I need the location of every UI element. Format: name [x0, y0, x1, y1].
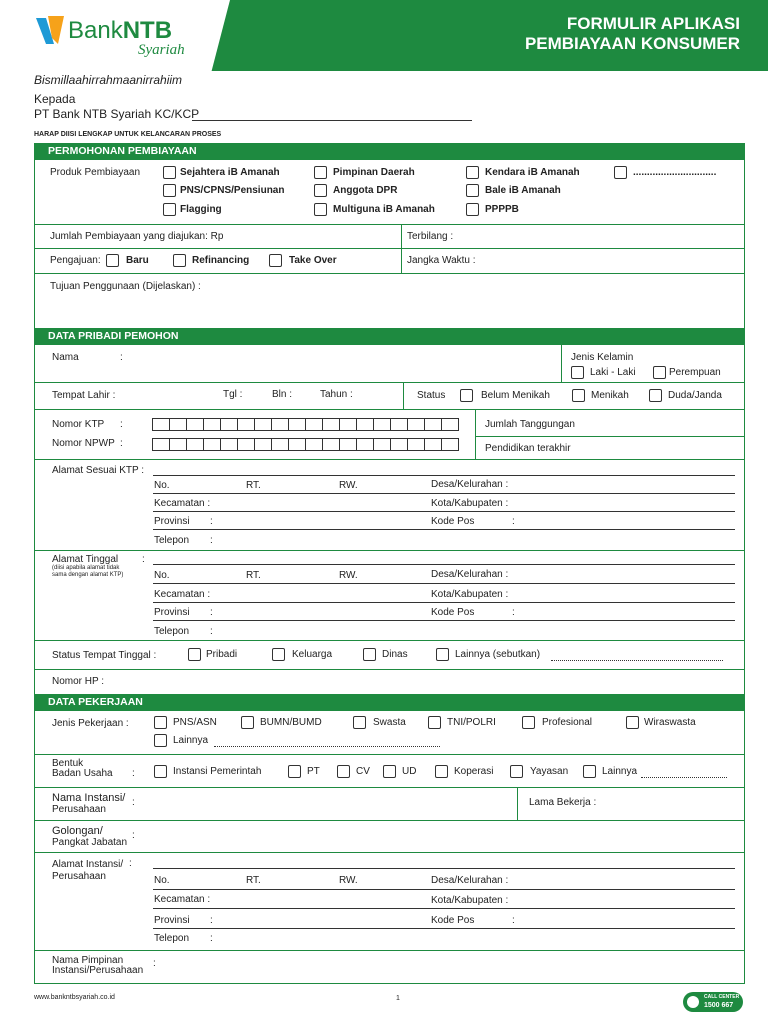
bentuk-label-2: Badan Usaha [52, 768, 113, 779]
cb-laki[interactable] [571, 366, 584, 379]
pimpinan-1: Nama Pimpinan [52, 955, 124, 966]
digit-cell[interactable] [357, 438, 374, 451]
opt-tni: TNI/POLRI [447, 717, 496, 728]
logo-syariah: Syariah [138, 42, 185, 58]
pribadi-box [34, 344, 745, 695]
inst-provinsi: Provinsi [154, 915, 190, 926]
alamat-note: (diisi apabila alamat tidak sama dengan alamat KTP) [52, 565, 124, 578]
inst-telepon: Telepon [154, 933, 190, 944]
tinggal-provinsi-colon: : [210, 607, 213, 618]
lama-bekerja-label[interactable]: Lama Bekerja : [529, 797, 597, 808]
opt-wiraswasta: Wiraswasta [644, 717, 696, 728]
ktp-telepon: Telepon [154, 535, 190, 546]
opt-belum-menikah: Belum Menikah [481, 390, 550, 401]
opt-multiguna: Multiguna iB Amanah [333, 204, 435, 215]
ktp-label: Nomor KTP [52, 419, 105, 430]
pimpinan-colon[interactable]: : [153, 958, 156, 969]
pengajuan-label: Pengajuan: [50, 255, 101, 266]
nama-label[interactable]: Nama [52, 352, 79, 363]
section-data-pekerjaan: DATA PEKERJAAN [34, 694, 745, 710]
npwp-input-boxes[interactable] [152, 438, 458, 451]
harap-note: HARAP DIISI LENGKAP UNTUK KELANCARAN PROSES [34, 131, 222, 138]
ktp-rw: RW. [339, 480, 358, 491]
cb-lainnya-tinggal[interactable] [436, 648, 449, 661]
cb-flagging[interactable] [163, 203, 176, 216]
cb-bale[interactable] [466, 184, 479, 197]
cb-instansi-pemerintah[interactable] [154, 765, 167, 778]
tinggal-rt: RT. [246, 570, 261, 581]
digit-cell[interactable] [187, 438, 204, 451]
opt-duda: Duda/Janda [668, 390, 722, 401]
digit-cell[interactable] [153, 438, 170, 451]
form-title-2: PEMBIAYAAN KONSUMER [524, 34, 740, 53]
tinggal-kecamatan: Kecamatan : [154, 589, 211, 600]
footer-url[interactable]: www.bankntbsyariah.co.id [34, 994, 115, 1001]
opt-kendara: Kendara iB Amanah [485, 167, 580, 178]
nama-instansi-1: Nama Instansi/ [52, 792, 126, 804]
opt-keluarga: Keluarga [292, 649, 333, 660]
digit-cell[interactable] [272, 438, 289, 451]
ktp-kota: Kota/Kabupaten : [431, 498, 509, 509]
cb-dpr[interactable] [314, 184, 327, 197]
digit-cell[interactable] [272, 418, 289, 431]
tgl-label[interactable]: Tgl : [223, 389, 243, 400]
opt-lainnya-pekerjaan: Lainnya [173, 735, 209, 746]
opt-lainnya-tinggal: Lainnya (sebutkan) [455, 649, 541, 660]
cb-refinancing[interactable] [173, 254, 186, 267]
npwp-colon: : [120, 438, 123, 449]
page-number: 1 [396, 995, 400, 1002]
lainnya-pekerjaan-line[interactable] [214, 746, 440, 747]
nama-instansi-2: Perusahaan [52, 804, 106, 815]
produk-label: Produk Pembiayaan [50, 167, 141, 178]
cb-belum-menikah[interactable] [460, 389, 473, 402]
jangka-label[interactable]: Jangka Waktu : [407, 255, 476, 266]
status-tinggal-label: Status Tempat Tinggal : [52, 650, 157, 661]
cb-dinas[interactable] [363, 648, 376, 661]
bank-logo-icon [34, 14, 66, 48]
opt-other-product[interactable]: .............................. [633, 167, 717, 178]
digit-cell[interactable] [204, 438, 221, 451]
ktp-kecamatan: Kecamatan : [154, 498, 211, 509]
inst-rt: RT. [246, 875, 261, 886]
tinggal-kodepos: Kode Pos [431, 607, 475, 618]
tinggal-no: No. [154, 570, 170, 581]
digit-cell[interactable] [442, 418, 459, 431]
alamat-ktp-line[interactable] [153, 475, 735, 476]
golongan-colon[interactable]: : [132, 830, 135, 841]
nama-instansi-colon[interactable]: : [132, 797, 135, 808]
pekerjaan-box [34, 710, 745, 984]
cb-ud[interactable] [383, 765, 396, 778]
digit-cell[interactable] [255, 438, 272, 451]
alamat-tinggal-colon: : [142, 554, 145, 565]
digit-cell[interactable] [238, 418, 255, 431]
logo-text: BankNTB [68, 17, 173, 44]
opt-baru: Baru [126, 255, 149, 266]
inst-provinsi-colon: : [210, 915, 213, 926]
cb-menikah[interactable] [572, 389, 585, 402]
opt-profesional: Profesional [542, 717, 593, 728]
tujuan-label[interactable]: Tujuan Penggunaan (Dijelaskan) : [50, 281, 201, 292]
golongan-2: Pangkat Jabatan [52, 837, 128, 848]
branch-input-line[interactable] [192, 120, 472, 121]
digit-cell[interactable] [425, 418, 442, 431]
opt-instansi-pemerintah: Instansi Pemerintah [173, 766, 262, 777]
cb-perempuan[interactable] [653, 366, 666, 379]
digit-cell[interactable] [408, 418, 425, 431]
inst-telepon-colon: : [210, 933, 213, 944]
digit-cell[interactable] [306, 418, 323, 431]
opt-lainnya-bentuk: Lainnya [602, 766, 638, 777]
opt-takeover: Take Over [289, 255, 337, 266]
inst-no: No. [154, 875, 170, 886]
digit-cell[interactable] [391, 418, 408, 431]
digit-cell[interactable] [391, 438, 408, 451]
cb-koperasi[interactable] [435, 765, 448, 778]
opt-perempuan: Perempuan [669, 367, 721, 378]
cb-wiraswasta[interactable] [626, 716, 639, 729]
cb-tni[interactable] [428, 716, 441, 729]
cb-keluarga[interactable] [272, 648, 285, 661]
tinggal-rw: RW. [339, 570, 358, 581]
digit-cell[interactable] [170, 418, 187, 431]
nomor-hp-label[interactable]: Nomor HP : [52, 676, 105, 687]
digit-cell[interactable] [340, 418, 357, 431]
jk-label: Jenis Kelamin [571, 352, 634, 363]
cb-baru[interactable] [106, 254, 119, 267]
digit-cell[interactable] [238, 438, 255, 451]
ktp-rt: RT. [246, 480, 261, 491]
cb-profesional[interactable] [522, 716, 535, 729]
opt-sejahtera: Sejahtera iB Amanah [180, 167, 280, 178]
opt-bumn: BUMN/BUMD [260, 717, 322, 728]
cb-cv[interactable] [337, 765, 350, 778]
tinggal-kota: Kota/Kabupaten : [431, 589, 509, 600]
opt-laki: Laki - Laki [590, 367, 636, 378]
opt-yayasan: Yayasan [530, 766, 569, 777]
opt-dinas: Dinas [382, 649, 408, 660]
opt-pribadi: Pribadi [206, 649, 238, 660]
opt-koperasi: Koperasi [454, 766, 494, 777]
digit-cell[interactable] [442, 438, 459, 451]
phone-icon [687, 996, 699, 1008]
form-title-1: FORMULIR APLIKASI [566, 14, 740, 33]
opt-pns: PNS/CPNS/Pensiunan [180, 185, 285, 196]
opt-dpr: Anggota DPR [333, 185, 398, 196]
alamat-instansi-colon: : [129, 858, 132, 869]
digit-cell[interactable] [221, 418, 238, 431]
inst-kodepos-colon: : [512, 915, 515, 926]
kepada-label: Kepada [34, 92, 76, 106]
digit-cell[interactable] [323, 418, 340, 431]
cb-lainnya-pekerjaan[interactable] [154, 734, 167, 747]
digit-cell[interactable] [306, 438, 323, 451]
jumlah-label[interactable]: Jumlah Pembiayaan yang diajukan: Rp [50, 231, 224, 242]
nama-colon: : [120, 352, 123, 363]
digit-cell[interactable] [374, 438, 391, 451]
digit-cell[interactable] [170, 438, 187, 451]
digit-cell[interactable] [289, 418, 306, 431]
alamat-instansi-line[interactable] [153, 868, 735, 869]
tinggal-kodepos-colon: : [512, 607, 515, 618]
bln-label[interactable]: Bln : [272, 389, 293, 400]
opt-pimpinan: Pimpinan Daerah [333, 167, 415, 178]
cb-duda[interactable] [649, 389, 662, 402]
ktp-input-boxes[interactable] [152, 418, 458, 431]
cb-other-product[interactable] [614, 166, 627, 179]
opt-flagging: Flagging [180, 204, 222, 215]
npwp-label: Nomor NPWP [52, 438, 115, 449]
pendidikan-label[interactable]: Pendidikan terakhir [485, 443, 571, 454]
terbilang-label[interactable]: Terbilang : [407, 231, 454, 242]
tempat-lahir-label[interactable]: Tempat Lahir : [52, 390, 116, 401]
pimpinan-2: Instansi/Perusahaan [52, 965, 144, 976]
cb-pns[interactable] [163, 184, 176, 197]
ktp-kodepos: Kode Pos [431, 516, 475, 527]
digit-cell[interactable] [323, 438, 340, 451]
opt-pt: PT [307, 766, 320, 777]
lainnya-bentuk-line[interactable] [641, 777, 727, 778]
opt-cv: CV [356, 766, 370, 777]
status-label: Status [417, 390, 446, 401]
call-center-phone: 1500 667 [704, 1002, 734, 1009]
lainnya-tinggal-line[interactable] [551, 660, 723, 661]
bentuk-label-1: Bentuk [52, 758, 84, 769]
cb-lainnya-bentuk[interactable] [583, 765, 596, 778]
bismillah: Bismillaahirrahmaanirrahiim [34, 73, 183, 87]
alamat-tinggal-label: Alamat Tinggal [52, 554, 119, 565]
cb-ppppb[interactable] [466, 203, 479, 216]
opt-swasta: Swasta [373, 717, 406, 728]
tinggal-provinsi: Provinsi [154, 607, 190, 618]
tahun-label[interactable]: Tahun : [320, 389, 353, 400]
opt-pns-asn: PNS/ASN [173, 717, 217, 728]
digit-cell[interactable] [357, 418, 374, 431]
digit-cell[interactable] [374, 418, 391, 431]
opt-ud: UD [402, 766, 417, 777]
ktp-provinsi: Provinsi [154, 516, 190, 527]
opt-ppppb: PPPPB [485, 204, 519, 215]
cb-pribadi[interactable] [188, 648, 201, 661]
section-permohonan: PERMOHONAN PEMBIAYAAN [34, 143, 745, 159]
digit-cell[interactable] [425, 438, 442, 451]
digit-cell[interactable] [221, 438, 238, 451]
ktp-kodepos-colon: : [512, 516, 515, 527]
bentuk-colon: : [132, 768, 135, 779]
cb-takeover[interactable] [269, 254, 282, 267]
digit-cell[interactable] [289, 438, 306, 451]
cb-swasta[interactable] [353, 716, 366, 729]
alamat-ktp-label: Alamat Sesuai KTP : [52, 465, 145, 476]
golongan-1: Golongan/ [52, 825, 103, 837]
inst-kecamatan: Kecamatan : [154, 894, 211, 905]
opt-bale: Bale iB Amanah [485, 185, 561, 196]
opt-refinancing: Refinancing [192, 255, 250, 266]
inst-kota: Kota/Kabupaten : [431, 895, 509, 906]
tinggal-telepon-colon: : [210, 626, 213, 637]
ktp-no: No. [154, 480, 170, 491]
cb-yayasan[interactable] [510, 765, 523, 778]
tinggal-telepon: Telepon [154, 626, 190, 637]
alamat-instansi-1: Alamat Instansi/ [52, 859, 124, 870]
alamat-instansi-2: Perusahaan [52, 871, 106, 882]
bank-branch-label: PT Bank NTB Syariah KC/KCP [34, 107, 200, 121]
cb-pimpinan[interactable] [314, 166, 327, 179]
ktp-desa: Desa/Kelurahan : [431, 479, 509, 490]
alamat-tinggal-line[interactable] [153, 564, 735, 565]
tinggal-desa: Desa/Kelurahan : [431, 569, 509, 580]
digit-cell[interactable] [340, 438, 357, 451]
cb-multiguna[interactable] [314, 203, 327, 216]
cb-kendara[interactable] [466, 166, 479, 179]
opt-menikah: Menikah [591, 390, 629, 401]
ktp-colon: : [120, 419, 123, 430]
inst-desa: Desa/Kelurahan : [431, 875, 509, 886]
tanggungan-label[interactable]: Jumlah Tanggungan [485, 419, 575, 430]
call-center-label: CALL CENTER [704, 994, 740, 1000]
inst-rw: RW. [339, 875, 358, 886]
ktp-provinsi-colon: : [210, 516, 213, 527]
section-data-pribadi: DATA PRIBADI PEMOHON [34, 328, 745, 344]
digit-cell[interactable] [204, 418, 221, 431]
digit-cell[interactable] [408, 438, 425, 451]
cb-pns-asn[interactable] [154, 716, 167, 729]
cb-pt[interactable] [288, 765, 301, 778]
jenis-pekerjaan-label: Jenis Pekerjaan : [52, 718, 129, 729]
inst-kodepos: Kode Pos [431, 915, 475, 926]
cb-sejahtera[interactable] [163, 166, 176, 179]
ktp-telepon-colon: : [210, 535, 213, 546]
digit-cell[interactable] [153, 418, 170, 431]
cb-bumn[interactable] [241, 716, 254, 729]
digit-cell[interactable] [187, 418, 204, 431]
digit-cell[interactable] [255, 418, 272, 431]
